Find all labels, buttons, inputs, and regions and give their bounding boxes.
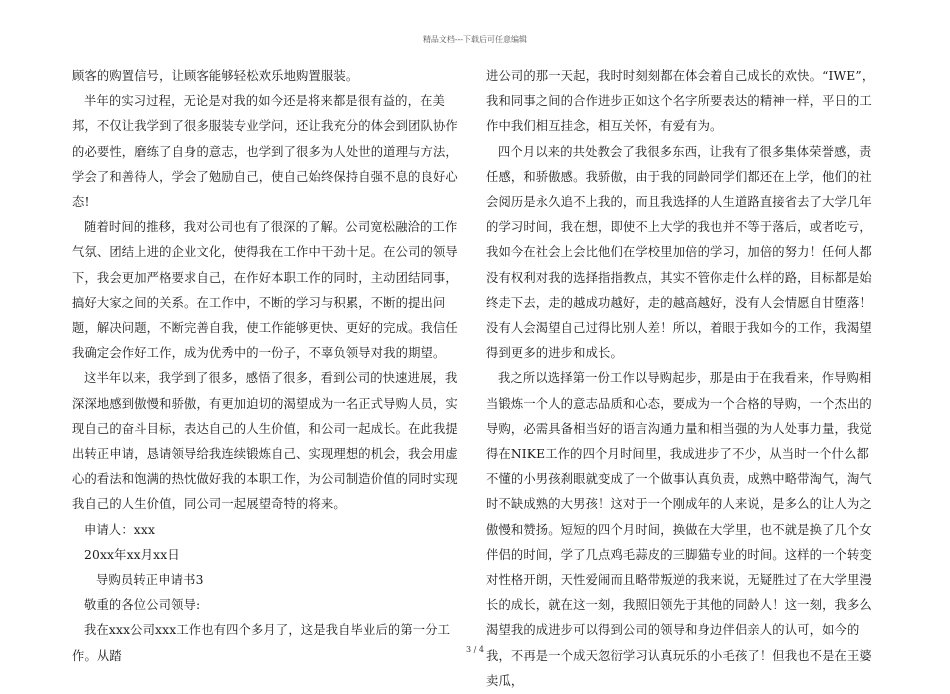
paragraph: 半年的实习过程，无论是对我的如今还是将来都是很有益的，在美邦，不仅让我学到了很多服装专业学问，还让我充分的体会到团队协作的必要性，磨练了自身的意志，也学到了很多为人处世的道理与方法，学会了和善待人，学会了勉励自己，使自己始终保持自强不息的良好心态! — [72, 94, 458, 210]
paragraph: 顾客的购置信号，让顾客能够轻松欢乐地购置服装。 — [72, 69, 359, 83]
page-number: 3 / 4 — [466, 645, 484, 654]
paragraph: 四个月以来的共处教会了我很多东西，让我有了很多集体荣誉感，责任感，和骄傲感。我骄傲，由于我的同龄同学们都还在上学，他们的社会阅历是永久追不上我的，而且我选择的人生道路直接省去了大学几年的学习时间，我在想，即使不上大学的我也并不等于落后，或者吃亏，我如今在社会上会比他们在学校里加倍的学习，加倍的努力！任何人都没有权利对我的选择指指教点，其实不管你走什么样的路，目标都是始终走下去，走的越成功越好，走的越高越好，没有人会情愿自甘堕落！没有人会渴望自己过得比别人差！所以，着眼于我如今的工作，我渴望得到更多的进步和成长。 — [486, 144, 872, 361]
date-line: 20xx年xx月xx日 — [84, 547, 180, 562]
paragraph: 进公司的那一天起，我时时刻刻都在体会着自己成长的欢快。“IWE”，我和同事之间的合作进步正如这个名字所要表达的精神一样，平日的工作中我们相互挂念，相互关怀，有爱有为。 — [486, 69, 875, 134]
right-column — [486, 64, 880, 694]
applicant-line: 申请人：xxx — [84, 522, 156, 537]
left-column — [72, 64, 466, 669]
paragraph: 随着时间的推移，我对公司也有了很深的了解。公司宽松融洽的工作气氛、团结上进的企业文化，使得我在工作中干劲十足。在公司的领导下，我会更加严格要求自己，在作好本职工作的同时，主动团结同事，搞好大家之间的关系。在工作中，不断的学习与积累，不断的提出问题，解决问题，不断完善自我，使工作能够更快、更好的完成。我信任我确定会作好工作，成为优秀中的一份子，不辜负领导对我的期望。 — [72, 220, 458, 361]
page-header: 精品文档---下载后可任意编辑 — [422, 35, 528, 44]
paragraph: 这半年以来，我学到了很多，感悟了很多，看到公司的快速进展，我深深地感到傲慢和骄傲，有更加迫切的渴望成为一名正式导购人员，实现自己的奋斗目标，表达自己的人生价值，和公司一起成长。在此我提出转正申请，恳请领导给我连续锻炼自己、实现理想的机会，我会用虚心的看法和饱满的热忱做好我的本职工作，为公司制造价值的同时实现我自己的人生价值，同公司一起展望奇特的将来。 — [72, 371, 458, 512]
paragraph: 我在xxx公司xxx工作也有四个多月了，这是我自毕业后的第一分工作。从踏 — [72, 623, 451, 663]
salutation: 敬重的各位公司领导: — [84, 598, 201, 613]
paragraph: 我之所以选择第一份工作以导购起步，那是由于在我看来，作导购相当锻炼一个人的意志品质和心态，要成为一个合格的导购，一个杰出的导购，必需具备相当好的语言沟通力量和相当强的为人处事力量，我觉得在NIKE工作的四个月时间里，我成进步了不少，从当时一个什么都不懂的小男孩刹眼就变成了一个做事认真负责，成熟中略带淘气，淘气时不缺成熟的大男孩！这对于一个刚成年的人来说，是多么的让人为之傲慢和赞扬。短短的四个月时间，换做在大学里，也不就是换了几个女伴侣的时间，学了几点鸡毛蒜皮的三脚猫专业的时间。这样的一个转变对性格开朗，天性爱闹而且略带叛逆的我来说，无疑胜过了在大学里漫长的成长，就在这一刻，我照旧领先于其他的同龄人！这一刻，我多么渴望我的成进步可以得到公司的领导和身边伴侣亲人的认可，如今的我，不再是一个成天忽衍学习认真玩乐的小毛孩了！但我也不是在王婆卖瓜， — [486, 371, 872, 688]
section-title: 导购员转正申请书3 — [96, 573, 204, 588]
